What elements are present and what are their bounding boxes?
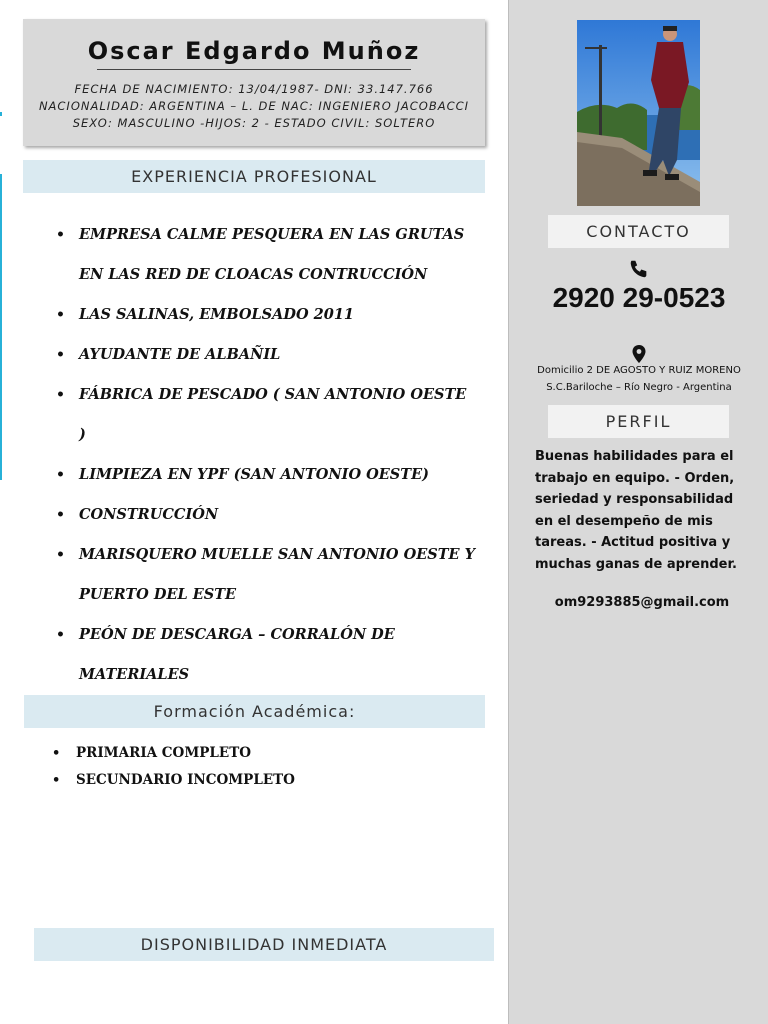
bullet-icon: •: [56, 227, 65, 243]
phone-icon: [628, 258, 650, 280]
bullet-icon: •: [52, 773, 61, 788]
list-item: • LIMPIEZA EN YPF (SAN ANTONIO OESTE): [56, 455, 476, 495]
header-card: [23, 19, 485, 146]
availability-heading: DISPONIBILIDAD INMEDIATA: [34, 928, 494, 961]
birth-dni-line: FECHA DE NACIMIENTO: 13/04/1987- DNI: 33.147.766: [74, 82, 434, 96]
list-item: • PEÓN DE DESCARGA – CORRALÓN DE MATERIALES: [56, 615, 476, 695]
education-heading: Formación Académica:: [24, 695, 485, 728]
list-item: • FÁBRICA DE PESCADO ( SAN ANTONIO OESTE ): [56, 375, 476, 455]
bullet-icon: •: [56, 627, 65, 643]
bullet-icon: •: [56, 307, 65, 323]
contact-heading: CONTACTO: [548, 215, 729, 248]
bullet-icon: •: [56, 467, 65, 483]
phone-number[interactable]: 2920 29-0523: [552, 282, 726, 313]
bullet-icon: •: [56, 547, 65, 563]
nationality-line: NACIONALIDAD: ARGENTINA – L. DE NAC: INGENIERO JACOBACCI: [38, 99, 470, 113]
list-item: • LAS SALINAS, EMBOLSADO 2011: [56, 295, 476, 335]
list-item: • SECUNDARIO INCOMPLETO: [52, 767, 295, 794]
personal-status-line: SEXO: MASCULINO -HIJOS: 2 - ESTADO CIVIL: SOLTERO: [72, 116, 436, 130]
bullet-icon: •: [56, 507, 65, 523]
contact-sidebar: [508, 0, 768, 1024]
full-name: Oscar Edgardo Muñoz: [87, 37, 421, 65]
name-underline: [97, 69, 411, 70]
bullet-icon: •: [56, 387, 65, 403]
email-link[interactable]: om9293885@gmail.com: [554, 595, 730, 610]
profile-heading: PERFIL: [548, 405, 729, 438]
address-line-2: S.C.Bariloche – Río Negro - Argentina: [546, 382, 732, 393]
profile-photo: [577, 20, 700, 206]
list-item: • AYUDANTE DE ALBAÑIL: [56, 335, 476, 375]
left-accent-line: [0, 174, 2, 480]
list-item: • MARISQUERO MUELLE SAN ANTONIO OESTE Y PUERTO DEL ESTE: [56, 535, 476, 615]
bullet-icon: •: [56, 347, 65, 363]
list-item: • CONSTRUCCIÓN: [56, 495, 476, 535]
location-pin-icon: [632, 345, 646, 363]
experience-list: [56, 215, 476, 695]
bullet-icon: •: [52, 746, 61, 761]
experience-heading: EXPERIENCIA PROFESIONAL: [23, 160, 485, 193]
list-item: • EMPRESA CALME PESQUERA EN LAS GRUTAS EN LAS RED DE CLOACAS CONTRUCCIÓN: [56, 215, 476, 295]
profile-text: Buenas habilidades para el trabajo en equipo. - Orden, seriedad y responsabilidad en el desempeño de mis tareas. - Actitud positiva y muchas ganas de aprender.: [535, 449, 737, 572]
left-accent-tick: [0, 112, 2, 116]
list-item: • PRIMARIA COMPLETO: [52, 740, 295, 767]
address-line-1: Domicilio 2 DE AGOSTO Y RUIZ MORENO: [537, 365, 741, 376]
education-list: [52, 740, 295, 794]
